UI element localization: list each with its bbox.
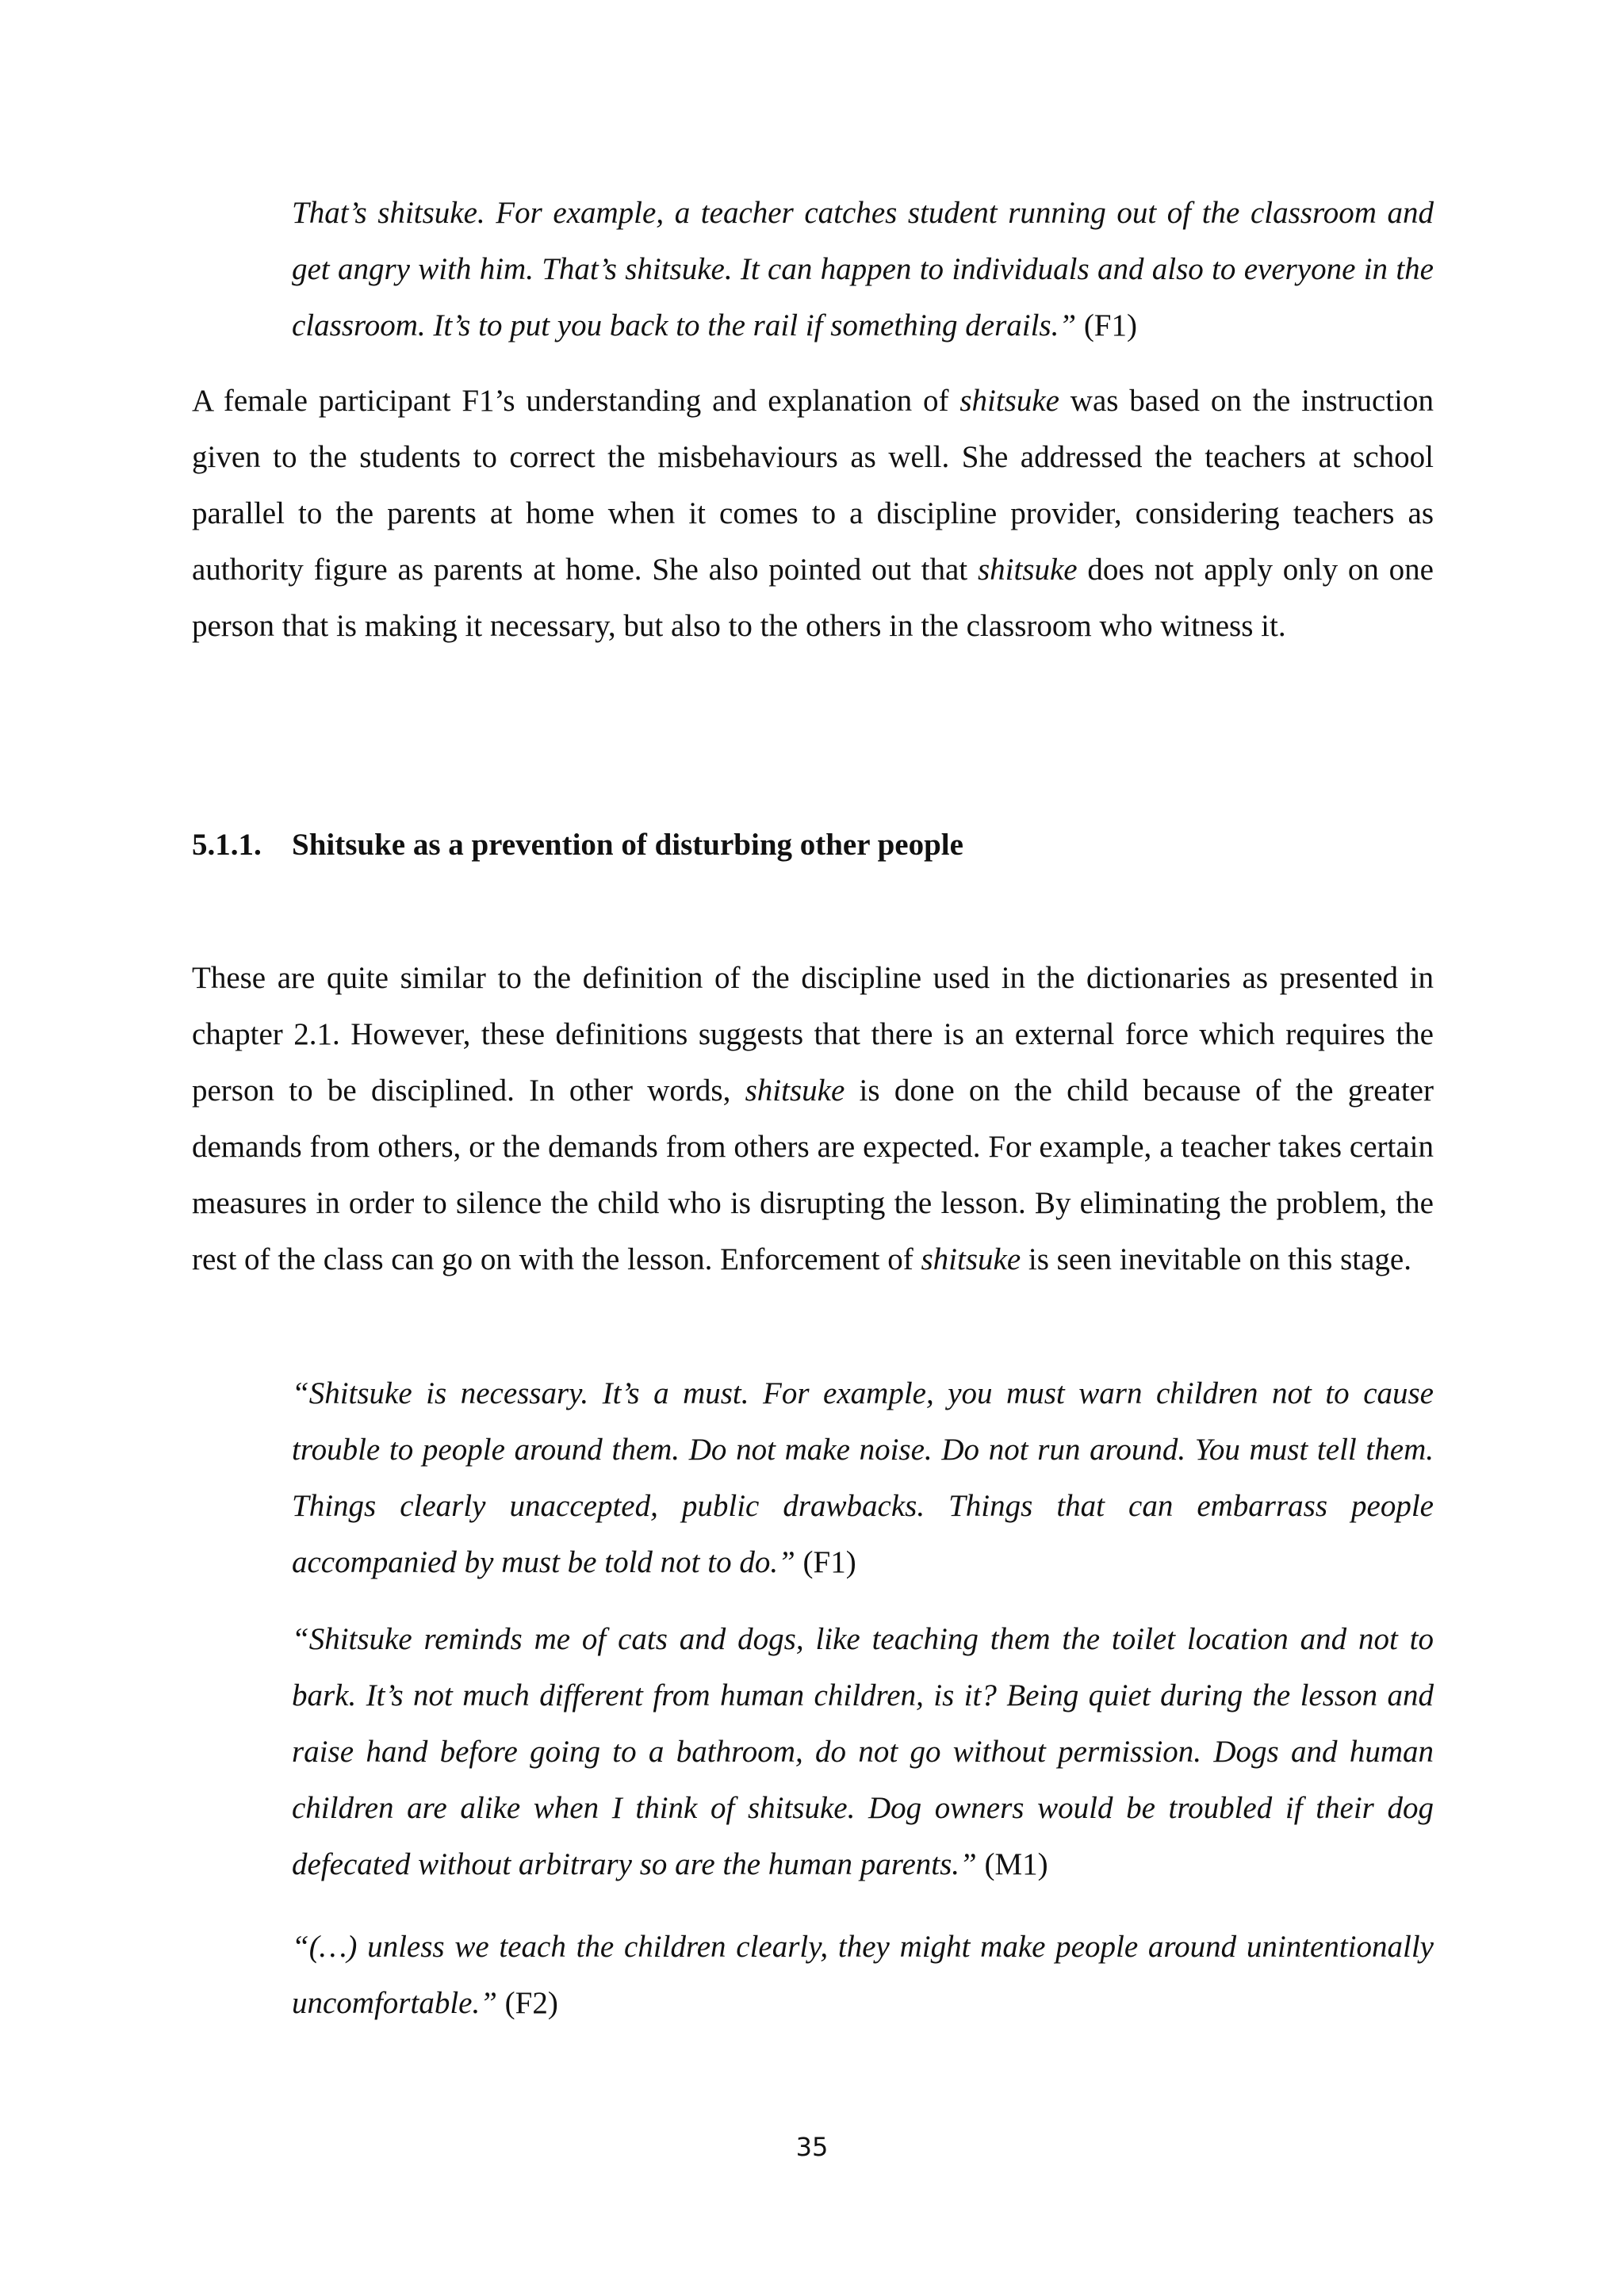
quote-text: “Shitsuke reminds me of cats and dogs, like teaching them the toilet location and not to bark. It’s not much different from human children, is it? Being quiet during the lesson and raise hand before going to a bathroom, do not go without permission. Dogs and human children are alike when I think of shitsuke. Dog owners would be troubled if their dog defecated without arbitrary so are the human parents.”	[292, 1622, 1434, 1881]
quote-text: “(…) unless we teach the children clearly, they might make people around unintentionally uncomfortable.”	[292, 1930, 1434, 2020]
section-title: Shitsuke as a prevention of disturbing other people	[292, 828, 963, 862]
block-quote-f1-necessary	[292, 1365, 1434, 1590]
emphasis-term: shitsuke	[959, 384, 1059, 418]
quote-text: That’s shitsuke. For example, a teacher catches student running out of the classroom and get angry with him. That’s shitsuke. It can happen to individuals and also to everyone in the classroom. It’s to put you back to the rail if something derails.”	[292, 196, 1434, 342]
block-quote-m1-cats-dogs	[292, 1611, 1434, 1892]
emphasis-term: shitsuke	[745, 1073, 845, 1108]
paragraph-text: These are quite similar to the definition of the discipline used in the dictionaries as presented in chapter 2.1. However, these definitions suggests that there is an external force which requires the person to be disciplined. In other words,	[192, 961, 1434, 1108]
quote-text: “Shitsuke is necessary. It’s a must. For example, you must warn children not to cause trouble to people around them. Do not make noise. Do not run around. You must tell them. Things clearly unaccepted, public drawbacks. Things that can embarrass people accompanied by must be told not to do.”	[292, 1376, 1434, 1579]
paragraph-text: A female participant F1’s understanding and explanation of	[192, 384, 960, 418]
quote-source: (F2)	[504, 1986, 558, 2020]
page-number: 35	[795, 2132, 829, 2162]
block-quote-f1-top	[292, 185, 1434, 354]
body-paragraph-f1-explanation	[192, 373, 1434, 654]
section-heading	[192, 817, 963, 873]
block-quote-f2-uncomfortable	[292, 1919, 1434, 2031]
paragraph-text: does not apply only on one person that is making it necessary, but also to the others in the classroom who witness it.	[192, 553, 1434, 643]
paragraph-text: is done on the child because of the greater demands from others, or the demands from others are expected. For example, a teacher takes certain measures in order to silence the child who is disrupting the lesson. By eliminating the problem, the rest of the class can go on with the lesson. Enforcement of	[192, 1073, 1434, 1276]
quote-source: (M1)	[984, 1847, 1048, 1881]
emphasis-term: shitsuke	[921, 1242, 1021, 1276]
section-number: 5.1.1.	[192, 828, 262, 862]
emphasis-term: shitsuke	[977, 553, 1078, 587]
paragraph-text: was based on the instruction given to the students to correct the misbehaviours as well. She addressed the teachers at school parallel to the parents at home when it comes to a discipline provider, considering teachers as authority figure as parents at home. She also pointed out that	[192, 384, 1434, 587]
paragraph-text: is seen inevitable on this stage.	[1021, 1242, 1411, 1276]
quote-source: (F1)	[802, 1545, 856, 1579]
quote-source: (F1)	[1083, 308, 1137, 342]
body-paragraph-definitions	[192, 950, 1434, 1288]
